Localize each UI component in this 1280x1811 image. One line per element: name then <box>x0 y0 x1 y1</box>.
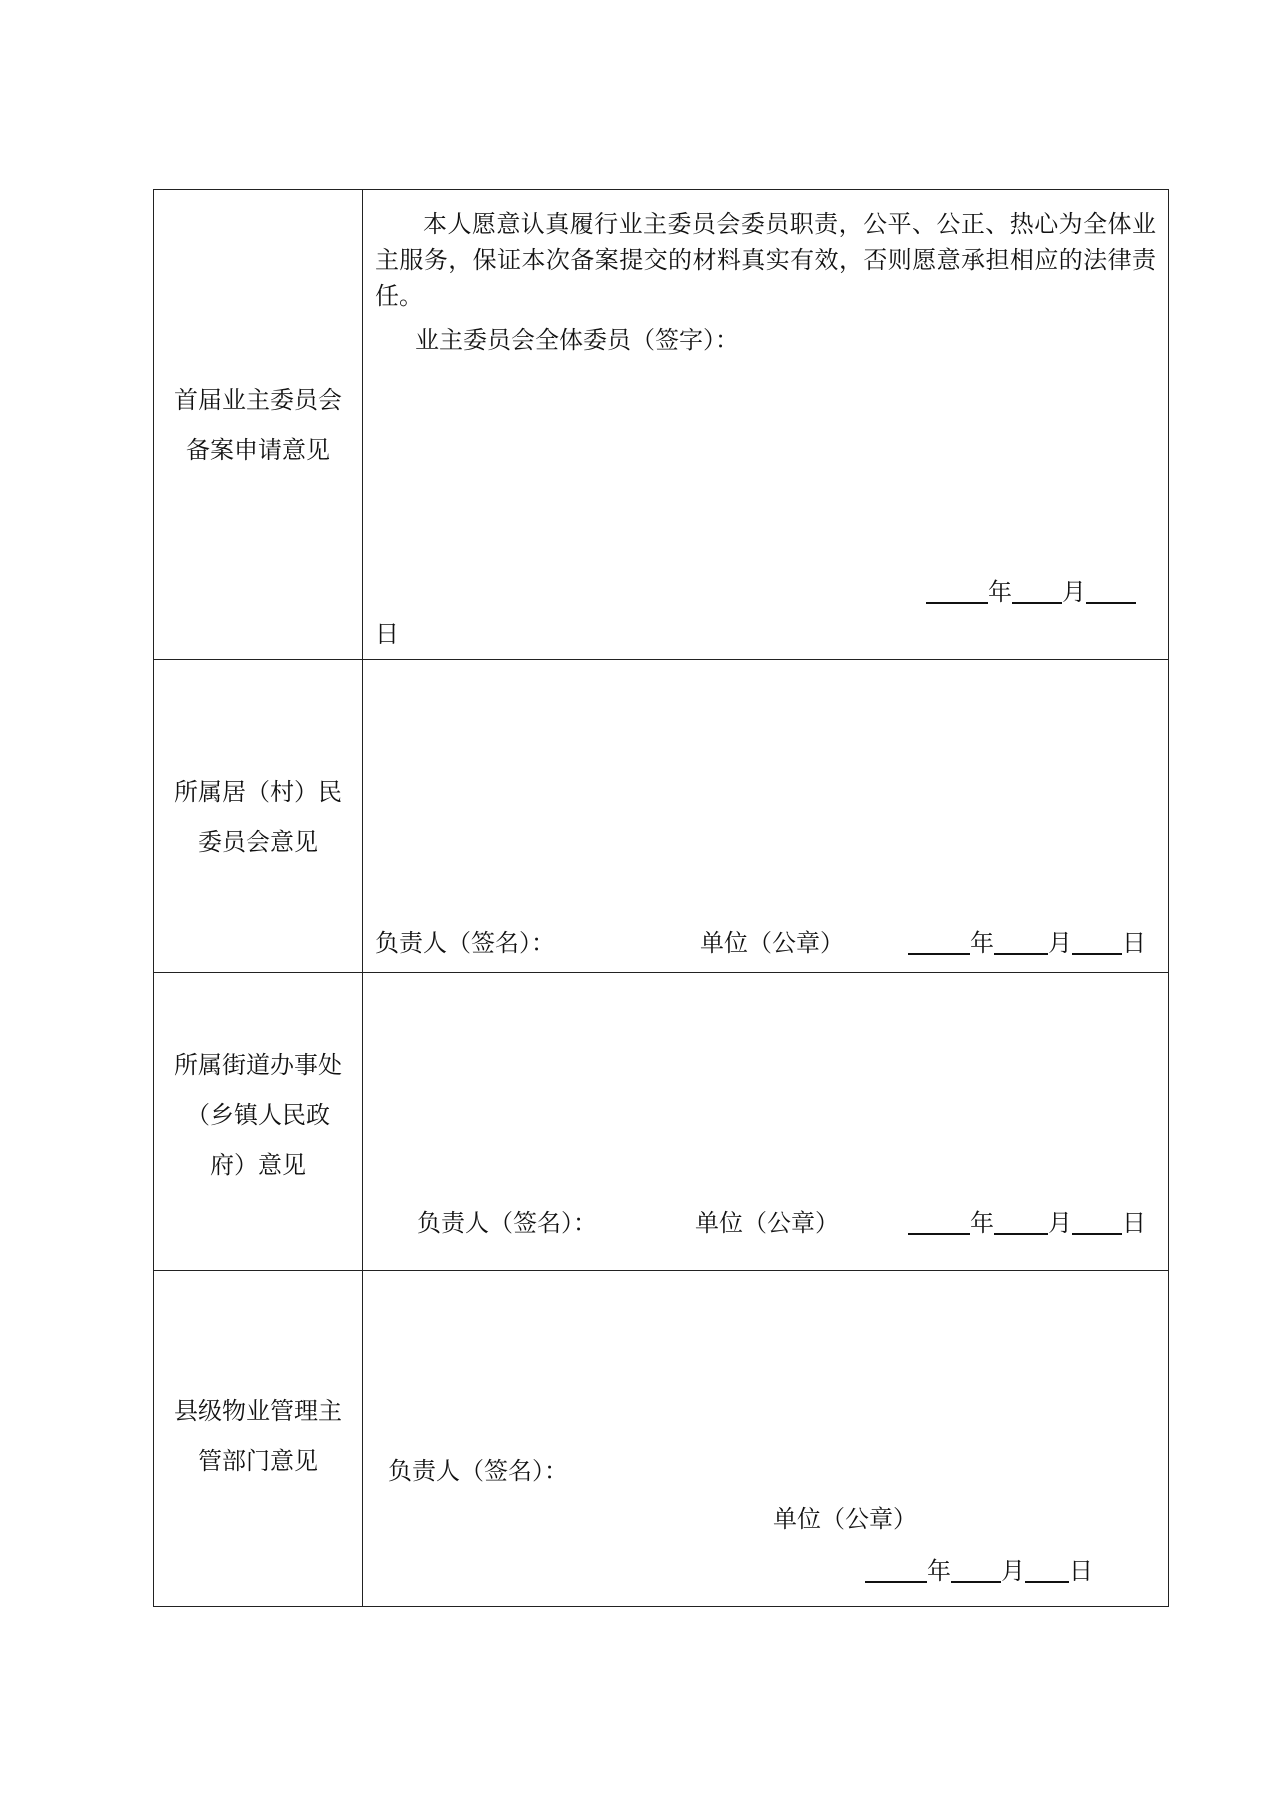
unit-seal-label: 单位（公章） <box>695 1209 839 1237</box>
signer-label: 负责人（签名）： <box>388 1457 568 1485</box>
day-blank[interactable] <box>1086 578 1136 604</box>
row-label-cell <box>154 1271 363 1607</box>
year-blank[interactable] <box>926 578 988 604</box>
row-label-cell <box>154 660 363 973</box>
date-day: 日 <box>375 620 399 648</box>
year-blank[interactable] <box>908 1209 970 1235</box>
row-label: 所属街道办事处 （乡镇人民政 府）意见 <box>174 1051 342 1179</box>
row-label: 县级物业管理主 管部门意见 <box>174 1397 342 1475</box>
row-label-cell <box>154 973 363 1271</box>
row-label: 首届业主委员会 备案申请意见 <box>174 386 342 464</box>
date-line: 年 月 <box>926 572 1136 607</box>
opinion-cell[interactable] <box>363 1271 1169 1607</box>
filing-opinion-table <box>153 189 1169 1607</box>
date-line: 年 月 日 <box>865 1551 1093 1586</box>
table-row <box>154 1271 1169 1607</box>
date-line: 年 月 日 <box>908 1203 1146 1238</box>
table-row <box>154 973 1169 1271</box>
year-blank[interactable] <box>865 1557 927 1583</box>
date-line: 年 月 日 <box>908 923 1146 958</box>
unit-seal-label: 单位（公章） <box>700 929 844 957</box>
unit-seal-label: 单位（公章） <box>773 1505 917 1533</box>
opinion-cell[interactable] <box>363 190 1169 660</box>
row-label-cell <box>154 190 363 660</box>
day-blank[interactable] <box>1072 929 1122 955</box>
opinion-cell[interactable] <box>363 973 1169 1271</box>
day-blank[interactable] <box>1025 1557 1069 1583</box>
sign-label: 业主委员会全体委员（签字）： <box>415 326 739 354</box>
table-row <box>154 190 1169 660</box>
table-row <box>154 660 1169 973</box>
month-blank[interactable] <box>1012 578 1062 604</box>
signer-label: 负责人（签名）： <box>375 929 555 957</box>
month-blank[interactable] <box>994 929 1048 955</box>
opinion-cell[interactable] <box>363 660 1169 973</box>
month-blank[interactable] <box>994 1209 1048 1235</box>
row-label: 所属居（村）民 委员会意见 <box>174 778 342 856</box>
day-blank[interactable] <box>1072 1209 1122 1235</box>
commitment-text: 本人愿意认真履行业主委员会委员职责，公平、公正、热心为全体业主服务，保证本次备案提交的材料真实有效，否则愿意承担相应的法律责任。 <box>375 210 1156 310</box>
signer-label: 负责人（签名）： <box>417 1209 597 1237</box>
year-blank[interactable] <box>908 929 970 955</box>
month-blank[interactable] <box>951 1557 1001 1583</box>
